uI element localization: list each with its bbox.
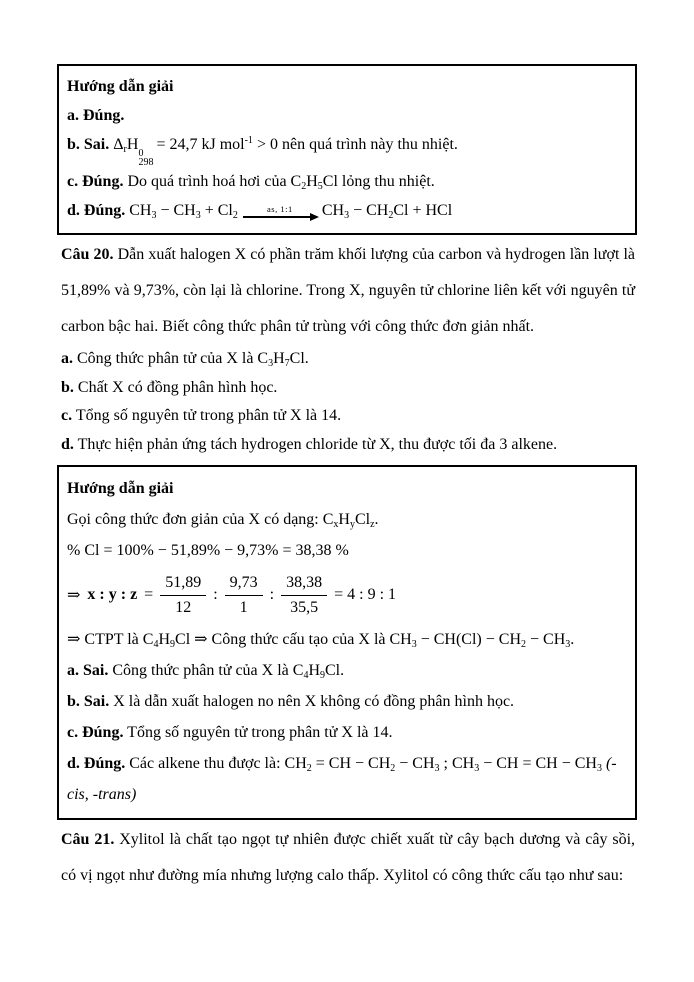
solution-2-line-2: % Cl = 100% − 51,89% − 9,73% = 38,38 %: [67, 542, 349, 559]
statement-b-text: Chất X có đồng phân hình học.: [77, 378, 278, 396]
statement-c-label: c.: [61, 407, 73, 424]
question-20-statement-c: [61, 402, 635, 431]
reaction-lhs: $CH_3 - CH_3 + Cl_2$: [129, 202, 238, 221]
solution-box-2: [57, 465, 637, 820]
ratio-variables: x : y : z: [87, 586, 138, 603]
solution-1-line-d: [67, 196, 627, 225]
reaction-arrow: [243, 205, 317, 217]
answer-d-verdict: d. Đúng.: [67, 202, 126, 219]
question-21-label: Câu 21.: [61, 831, 115, 848]
enthalpy-supsub: [138, 149, 153, 167]
solution-2-line-a: [67, 655, 627, 686]
enthalpy-superscript: 0: [138, 148, 144, 159]
question-20-text: Dẫn xuất halogen X có phần trăm khối lượng của carbon và hydrogen lần lượt là 51,89% và 9,73%, còn lại là chlorine. Trong X, nguyên tử chlorine liên kết với nguyên tử carbon bậc hai. Biết công thức phân tử trùng với công thức đơn giản nhất.: [61, 246, 636, 335]
question-20-block: [57, 235, 637, 465]
solution-1-line-c: [67, 167, 627, 196]
fraction-hydrogen: [225, 572, 263, 619]
question-20-statement-b: [61, 374, 635, 403]
fraction-chlorine: [281, 572, 327, 619]
fraction-carbon-numerator: 51,89: [160, 572, 206, 596]
fraction-carbon: [160, 572, 206, 619]
answer-a-verdict-2: a. Sai.: [67, 662, 109, 679]
right-arrow-icon: [243, 216, 317, 217]
statement-a-text: Công thức phân tử của X là $C_3H_7Cl$.: [77, 350, 309, 369]
solution-1-line-b: [67, 130, 627, 167]
fraction-chlorine-numerator: 38,38: [281, 572, 327, 596]
question-21-text: Xylitol là chất tạo ngọt tự nhiên được chiết xuất từ cây bạch dương và cây sồi, có vị ngọt như đường mía nhưng lượng calo thấp. Xylitol có công thức cấu tạo như sau:: [61, 831, 636, 884]
fraction-hydrogen-numerator: 9,73: [225, 572, 263, 596]
ratio-separator-2: :: [269, 586, 275, 603]
ratio-separator-1: :: [213, 586, 218, 603]
question-20-intro: [61, 237, 635, 345]
answer-a-text-2: Công thức phân tử của X là $C_4H_9Cl$.: [112, 662, 345, 681]
question-20-label: Câu 20.: [61, 246, 114, 263]
answer-b-text: = 24,7 kJ mol$^{-1}$ > 0 nên quá trình này thu nhiệt.: [156, 135, 458, 153]
solution-box-1: [57, 64, 637, 235]
answer-b-verdict: b. Sai.: [67, 136, 110, 153]
ratio-result: = 4 : 9 : 1: [334, 586, 397, 603]
statement-c-text: Tổng số nguyên tử trong phân tử X là 14.: [75, 407, 342, 424]
solution-box-1-title: Hướng dẫn giải: [67, 78, 174, 95]
reaction-rhs: $CH_3 - CH_2Cl$ + HCl: [321, 202, 453, 221]
cis-trans-note: (-cis, -trans): [67, 755, 617, 803]
solution-2-line-c: [67, 717, 627, 748]
question-21-intro: [61, 822, 635, 894]
solution-box-2-title: Hướng dẫn giải: [67, 480, 174, 497]
answer-c-text-2: Tổng số nguyên tử trong phân tử X là 14.: [127, 724, 393, 741]
solution-2-line-d: [67, 748, 627, 810]
empirical-formula: $C_xH_yCl_z$.: [322, 511, 379, 530]
solution-2-line-1: [67, 504, 627, 535]
fraction-chlorine-denominator: 35,5: [290, 598, 319, 616]
solution-2-line-4: ⇒ CTPT là $C_4H_9Cl$ ⇒ Công thức cấu tạo của X là $CH_3 - CH(Cl) - CH_2 - CH_3$.: [67, 631, 575, 650]
enthalpy-symbol: $\Delta_rH$: [113, 136, 139, 155]
answer-d-text-2: Các alkene thu được là: $CH_2$ = CH − $CH_2 - CH_3$ ; $CH_3$ − CH = CH − $CH_3$: [129, 755, 602, 774]
solution-1-line-a: [67, 101, 627, 130]
question-20-statement-a: [61, 345, 635, 374]
empirical-formula-intro: Gọi công thức đơn giản của X có dạng:: [67, 511, 319, 528]
statement-d-text: Thực hiện phản ứng tách hydrogen chloride từ X, thu được tối đa 3 alkene.: [77, 435, 558, 453]
reaction-condition-label: as, 1:1: [267, 204, 293, 215]
statement-b-label: b.: [61, 378, 74, 396]
answer-c-verdict-2: c. Đúng.: [67, 724, 124, 741]
answer-d-verdict-2: d. Đúng.: [67, 755, 126, 772]
answer-b-text-2: X là dẫn xuất halogen no nên X không có đồng phân hình học.: [113, 693, 515, 710]
question-21-block: [57, 820, 637, 900]
answer-c-text: Do quá trình hoá hơi của $C_2H_5Cl$ lỏng thu nhiệt.: [127, 173, 435, 192]
enthalpy-subscript: 298: [138, 157, 154, 168]
statement-d-label: d.: [61, 435, 74, 453]
answer-a-verdict: a. Đúng.: [67, 107, 125, 124]
fraction-carbon-denominator: 12: [175, 598, 192, 616]
answer-b-verdict-2: b. Sai.: [67, 693, 110, 710]
implies-symbol: ⇒: [67, 587, 81, 604]
question-20-statement-d: [61, 431, 635, 460]
statement-a-label: a.: [61, 350, 73, 367]
ratio-equation: [67, 566, 627, 624]
answer-c-verdict: c. Đúng.: [67, 173, 124, 190]
equals-sign: =: [144, 586, 154, 603]
fraction-hydrogen-denominator: 1: [239, 598, 248, 616]
solution-2-line-b: [67, 686, 627, 717]
